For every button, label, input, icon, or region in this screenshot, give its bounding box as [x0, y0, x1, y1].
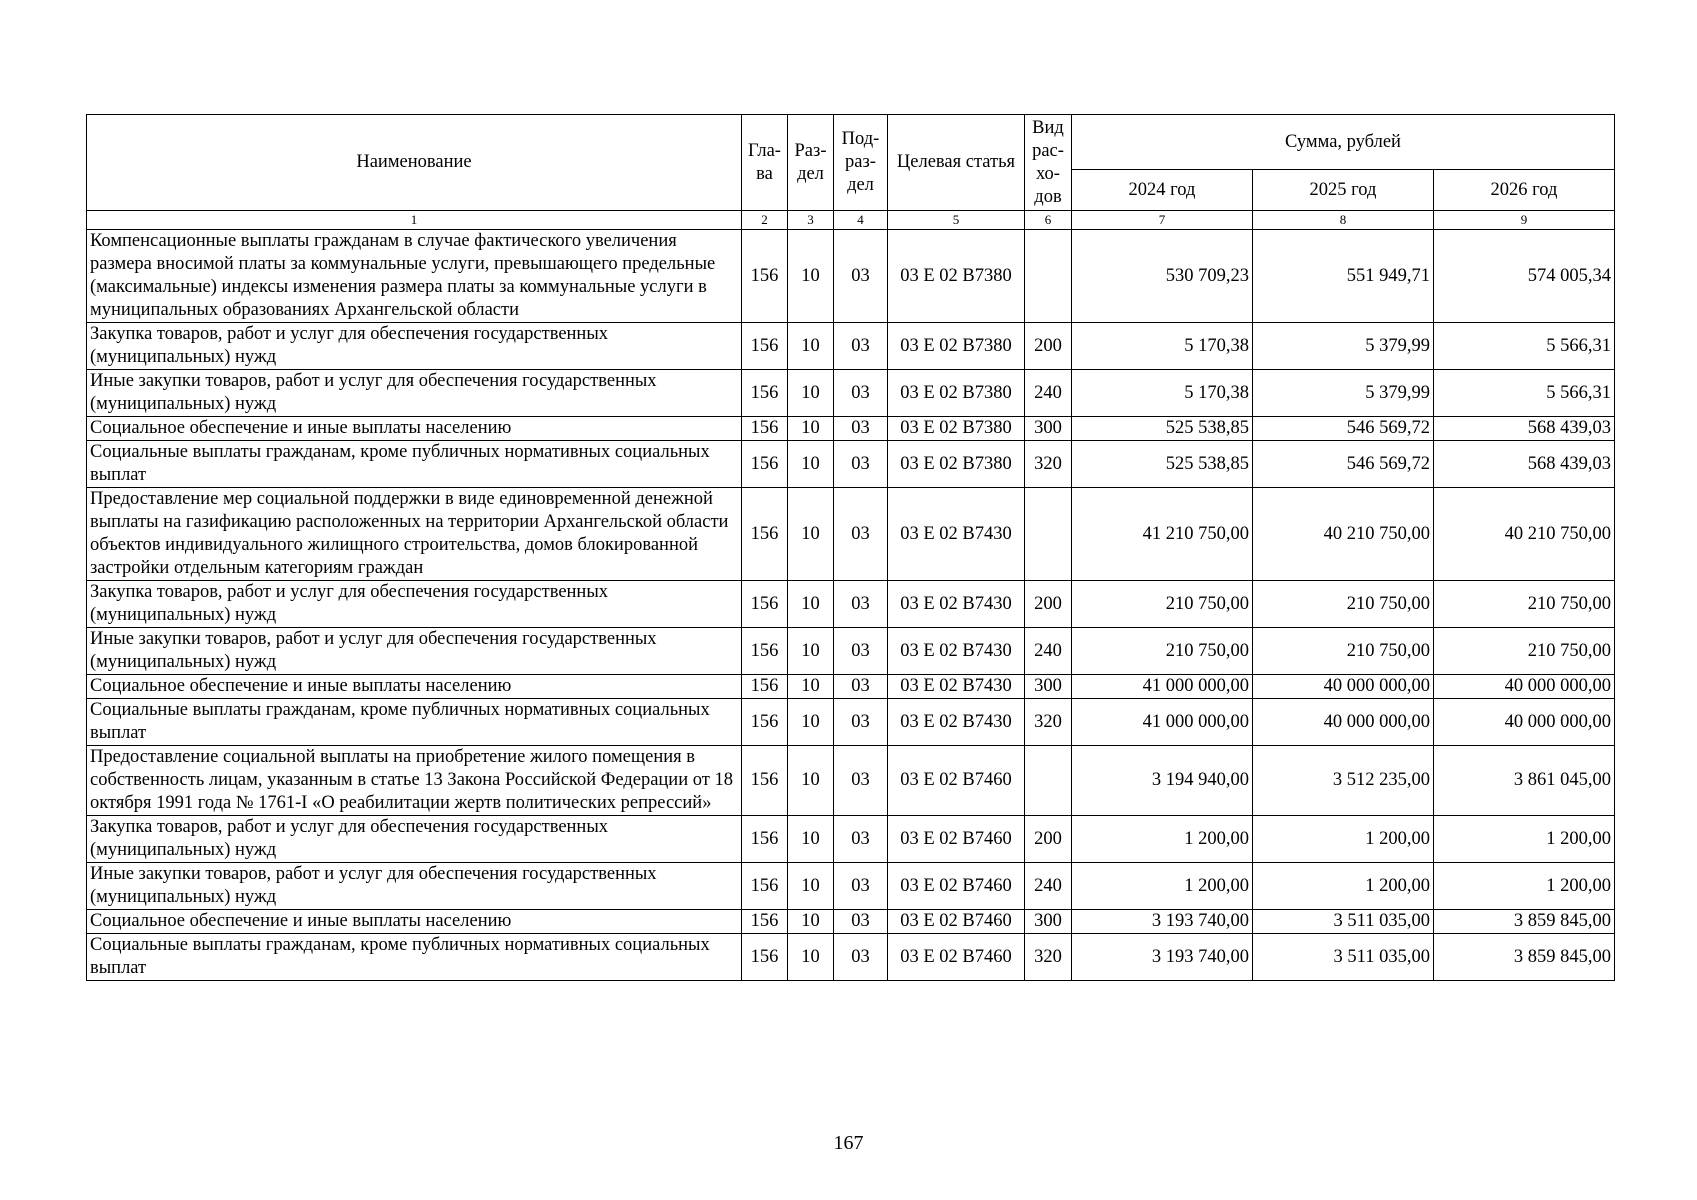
- row-amount-2024: 41 210 750,00: [1072, 488, 1253, 581]
- row-name: Иные закупки товаров, работ и услуг для обеспечения государственных (муниципальных) нужд: [87, 370, 742, 417]
- row-glava: 156: [742, 628, 788, 675]
- row-razdel: 10: [788, 417, 834, 441]
- row-podrazdel: 03: [834, 581, 888, 628]
- row-vid-rashodov: 200: [1025, 816, 1072, 863]
- row-podrazdel: 03: [834, 628, 888, 675]
- row-amount-2025: 210 750,00: [1253, 581, 1434, 628]
- row-razdel: 10: [788, 910, 834, 934]
- row-name: Иные закупки товаров, работ и услуг для обеспечения государственных (муниципальных) нужд: [87, 628, 742, 675]
- row-tselevaya-statya: 03 Е 02 В7460: [888, 934, 1025, 981]
- table-row: [87, 488, 1615, 581]
- row-razdel: 10: [788, 488, 834, 581]
- row-amount-2026: 40 210 750,00: [1434, 488, 1615, 581]
- row-vid-rashodov: 320: [1025, 934, 1072, 981]
- row-glava: 156: [742, 675, 788, 699]
- row-name: Закупка товаров, работ и услуг для обеспечения государственных (муниципальных) нужд: [87, 323, 742, 370]
- row-vid-rashodov: [1025, 746, 1072, 816]
- column-number: 7: [1072, 211, 1253, 230]
- row-name: Иные закупки товаров, работ и услуг для обеспечения государственных (муниципальных) нужд: [87, 863, 742, 910]
- row-glava: 156: [742, 488, 788, 581]
- row-amount-2026: 568 439,03: [1434, 441, 1615, 488]
- table-row: [87, 934, 1615, 981]
- row-podrazdel: 03: [834, 370, 888, 417]
- row-name: Социальное обеспечение и иные выплаты населению: [87, 910, 742, 934]
- row-amount-2026: 40 000 000,00: [1434, 699, 1615, 746]
- row-vid-rashodov: 320: [1025, 441, 1072, 488]
- row-glava: 156: [742, 230, 788, 323]
- row-glava: 156: [742, 816, 788, 863]
- row-amount-2025: 3 511 035,00: [1253, 934, 1434, 981]
- row-amount-2025: 1 200,00: [1253, 816, 1434, 863]
- table-row: [87, 910, 1615, 934]
- row-name: Закупка товаров, работ и услуг для обеспечения государственных (муниципальных) нужд: [87, 581, 742, 628]
- row-glava: 156: [742, 863, 788, 910]
- row-tselevaya-statya: 03 Е 02 В7430: [888, 488, 1025, 581]
- row-amount-2025: 210 750,00: [1253, 628, 1434, 675]
- row-podrazdel: 03: [834, 746, 888, 816]
- row-tselevaya-statya: 03 Е 02 В7460: [888, 863, 1025, 910]
- row-vid-rashodov: 300: [1025, 675, 1072, 699]
- row-podrazdel: 03: [834, 230, 888, 323]
- row-tselevaya-statya: 03 Е 02 В7380: [888, 323, 1025, 370]
- header-razdel: Раз-дел: [788, 115, 834, 211]
- row-razdel: 10: [788, 441, 834, 488]
- row-tselevaya-statya: 03 Е 02 В7380: [888, 370, 1025, 417]
- row-razdel: 10: [788, 816, 834, 863]
- row-razdel: 10: [788, 863, 834, 910]
- table-row: [87, 863, 1615, 910]
- row-razdel: 10: [788, 230, 834, 323]
- row-tselevaya-statya: 03 Е 02 В7380: [888, 230, 1025, 323]
- row-razdel: 10: [788, 746, 834, 816]
- row-amount-2025: 5 379,99: [1253, 323, 1434, 370]
- row-amount-2026: 5 566,31: [1434, 323, 1615, 370]
- row-glava: 156: [742, 417, 788, 441]
- row-vid-rashodov: 240: [1025, 370, 1072, 417]
- row-podrazdel: 03: [834, 910, 888, 934]
- row-amount-2026: 1 200,00: [1434, 863, 1615, 910]
- column-number: 8: [1253, 211, 1434, 230]
- row-amount-2025: 551 949,71: [1253, 230, 1434, 323]
- header-summa: Сумма, рублей: [1072, 115, 1615, 170]
- row-tselevaya-statya: 03 Е 02 В7430: [888, 581, 1025, 628]
- row-amount-2026: 1 200,00: [1434, 816, 1615, 863]
- row-vid-rashodov: [1025, 230, 1072, 323]
- row-glava: 156: [742, 441, 788, 488]
- row-amount-2024: 3 193 740,00: [1072, 934, 1253, 981]
- row-amount-2025: 546 569,72: [1253, 441, 1434, 488]
- row-amount-2026: 574 005,34: [1434, 230, 1615, 323]
- row-name: Социальное обеспечение и иные выплаты населению: [87, 417, 742, 441]
- table-row: [87, 699, 1615, 746]
- row-podrazdel: 03: [834, 323, 888, 370]
- row-amount-2024: 525 538,85: [1072, 417, 1253, 441]
- table-row: [87, 675, 1615, 699]
- header-year-2025: 2025 год: [1253, 170, 1434, 211]
- row-amount-2025: 5 379,99: [1253, 370, 1434, 417]
- column-number: 3: [788, 211, 834, 230]
- column-numbers-row: [87, 211, 1615, 230]
- header-podrazdel: Под-раз-дел: [834, 115, 888, 211]
- column-number: 9: [1434, 211, 1615, 230]
- row-name: Социальные выплаты гражданам, кроме публичных нормативных социальных выплат: [87, 441, 742, 488]
- row-tselevaya-statya: 03 Е 02 В7380: [888, 417, 1025, 441]
- row-razdel: 10: [788, 323, 834, 370]
- row-amount-2025: 546 569,72: [1253, 417, 1434, 441]
- row-amount-2024: 210 750,00: [1072, 628, 1253, 675]
- budget-table: [86, 114, 1615, 981]
- table-row: [87, 417, 1615, 441]
- row-amount-2026: 568 439,03: [1434, 417, 1615, 441]
- row-tselevaya-statya: 03 Е 02 В7460: [888, 816, 1025, 863]
- row-podrazdel: 03: [834, 488, 888, 581]
- table-row: [87, 581, 1615, 628]
- row-amount-2026: 210 750,00: [1434, 581, 1615, 628]
- row-amount-2024: 1 200,00: [1072, 816, 1253, 863]
- row-name: Социальные выплаты гражданам, кроме публичных нормативных социальных выплат: [87, 699, 742, 746]
- row-name: Предоставление социальной выплаты на приобретение жилого помещения в собственность лицам, указанным в статье 13 Закона Российской Федерации от 18 октября 1991 года № 1761-I «О реабилитации жертв политических репрессий»: [87, 746, 742, 816]
- row-vid-rashodov: 240: [1025, 863, 1072, 910]
- row-razdel: 10: [788, 699, 834, 746]
- row-vid-rashodov: 200: [1025, 323, 1072, 370]
- table-row: [87, 230, 1615, 323]
- row-tselevaya-statya: 03 Е 02 В7380: [888, 441, 1025, 488]
- row-podrazdel: 03: [834, 934, 888, 981]
- row-amount-2025: 3 512 235,00: [1253, 746, 1434, 816]
- row-amount-2024: 41 000 000,00: [1072, 699, 1253, 746]
- row-name: Закупка товаров, работ и услуг для обеспечения государственных (муниципальных) нужд: [87, 816, 742, 863]
- row-razdel: 10: [788, 370, 834, 417]
- table-row: [87, 323, 1615, 370]
- row-vid-rashodov: 300: [1025, 910, 1072, 934]
- row-amount-2025: 3 511 035,00: [1253, 910, 1434, 934]
- row-tselevaya-statya: 03 Е 02 В7460: [888, 746, 1025, 816]
- table-row: [87, 441, 1615, 488]
- row-amount-2024: 3 194 940,00: [1072, 746, 1253, 816]
- row-podrazdel: 03: [834, 863, 888, 910]
- row-name: Социальные выплаты гражданам, кроме публичных нормативных социальных выплат: [87, 934, 742, 981]
- row-amount-2024: 525 538,85: [1072, 441, 1253, 488]
- column-number: 6: [1025, 211, 1072, 230]
- row-vid-rashodov: 320: [1025, 699, 1072, 746]
- column-number: 5: [888, 211, 1025, 230]
- row-amount-2026: 3 861 045,00: [1434, 746, 1615, 816]
- row-podrazdel: 03: [834, 675, 888, 699]
- row-podrazdel: 03: [834, 816, 888, 863]
- row-podrazdel: 03: [834, 417, 888, 441]
- column-number: 1: [87, 211, 742, 230]
- row-tselevaya-statya: 03 Е 02 В7430: [888, 675, 1025, 699]
- row-vid-rashodov: [1025, 488, 1072, 581]
- row-glava: 156: [742, 581, 788, 628]
- header-tselevaya-statya: Целевая статья: [888, 115, 1025, 211]
- row-name: Предоставление мер социальной поддержки в виде единовременной денежной выплаты на газификацию расположенных на территории Архангельской области объектов индивидуального жилищного строительства, домов блокированной застройки отдельным категориям граждан: [87, 488, 742, 581]
- row-razdel: 10: [788, 675, 834, 699]
- row-glava: 156: [742, 746, 788, 816]
- table-row: [87, 816, 1615, 863]
- row-glava: 156: [742, 910, 788, 934]
- row-amount-2026: 40 000 000,00: [1434, 675, 1615, 699]
- row-amount-2026: 3 859 845,00: [1434, 910, 1615, 934]
- row-name: Социальное обеспечение и иные выплаты населению: [87, 675, 742, 699]
- table-row: [87, 746, 1615, 816]
- row-tselevaya-statya: 03 Е 02 В7430: [888, 699, 1025, 746]
- row-name: Компенсационные выплаты гражданам в случае фактического увеличения размера вносимой платы за коммунальные услуги, превышающего предельные (максимальные) индексы изменения размера платы за коммунальные услуги в муниципальных образованиях Архангельской области: [87, 230, 742, 323]
- row-razdel: 10: [788, 628, 834, 675]
- table-row: [87, 628, 1615, 675]
- row-razdel: 10: [788, 934, 834, 981]
- row-glava: 156: [742, 370, 788, 417]
- page-number: 167: [833, 1132, 864, 1154]
- header-year-2026: 2026 год: [1434, 170, 1615, 211]
- row-amount-2024: 1 200,00: [1072, 863, 1253, 910]
- row-podrazdel: 03: [834, 699, 888, 746]
- row-amount-2024: 210 750,00: [1072, 581, 1253, 628]
- row-amount-2026: 5 566,31: [1434, 370, 1615, 417]
- row-glava: 156: [742, 323, 788, 370]
- header-name: Наименование: [87, 115, 742, 211]
- row-tselevaya-statya: 03 Е 02 В7430: [888, 628, 1025, 675]
- row-glava: 156: [742, 934, 788, 981]
- header-year-2024: 2024 год: [1072, 170, 1253, 211]
- header-glava: Гла-ва: [742, 115, 788, 211]
- row-amount-2024: 5 170,38: [1072, 323, 1253, 370]
- row-amount-2025: 1 200,00: [1253, 863, 1434, 910]
- row-amount-2026: 210 750,00: [1434, 628, 1615, 675]
- row-razdel: 10: [788, 581, 834, 628]
- row-podrazdel: 03: [834, 441, 888, 488]
- row-vid-rashodov: 240: [1025, 628, 1072, 675]
- row-amount-2025: 40 000 000,00: [1253, 675, 1434, 699]
- row-amount-2024: 41 000 000,00: [1072, 675, 1253, 699]
- row-glava: 156: [742, 699, 788, 746]
- row-amount-2026: 3 859 845,00: [1434, 934, 1615, 981]
- row-tselevaya-statya: 03 Е 02 В7460: [888, 910, 1025, 934]
- column-number: 4: [834, 211, 888, 230]
- column-number: 2: [742, 211, 788, 230]
- table-row: [87, 370, 1615, 417]
- row-amount-2024: 5 170,38: [1072, 370, 1253, 417]
- row-amount-2025: 40 000 000,00: [1253, 699, 1434, 746]
- header-vid-rashodov: Вид рас-хо-дов: [1025, 115, 1072, 211]
- row-amount-2024: 530 709,23: [1072, 230, 1253, 323]
- row-vid-rashodov: 200: [1025, 581, 1072, 628]
- row-amount-2024: 3 193 740,00: [1072, 910, 1253, 934]
- row-vid-rashodov: 300: [1025, 417, 1072, 441]
- row-amount-2025: 40 210 750,00: [1253, 488, 1434, 581]
